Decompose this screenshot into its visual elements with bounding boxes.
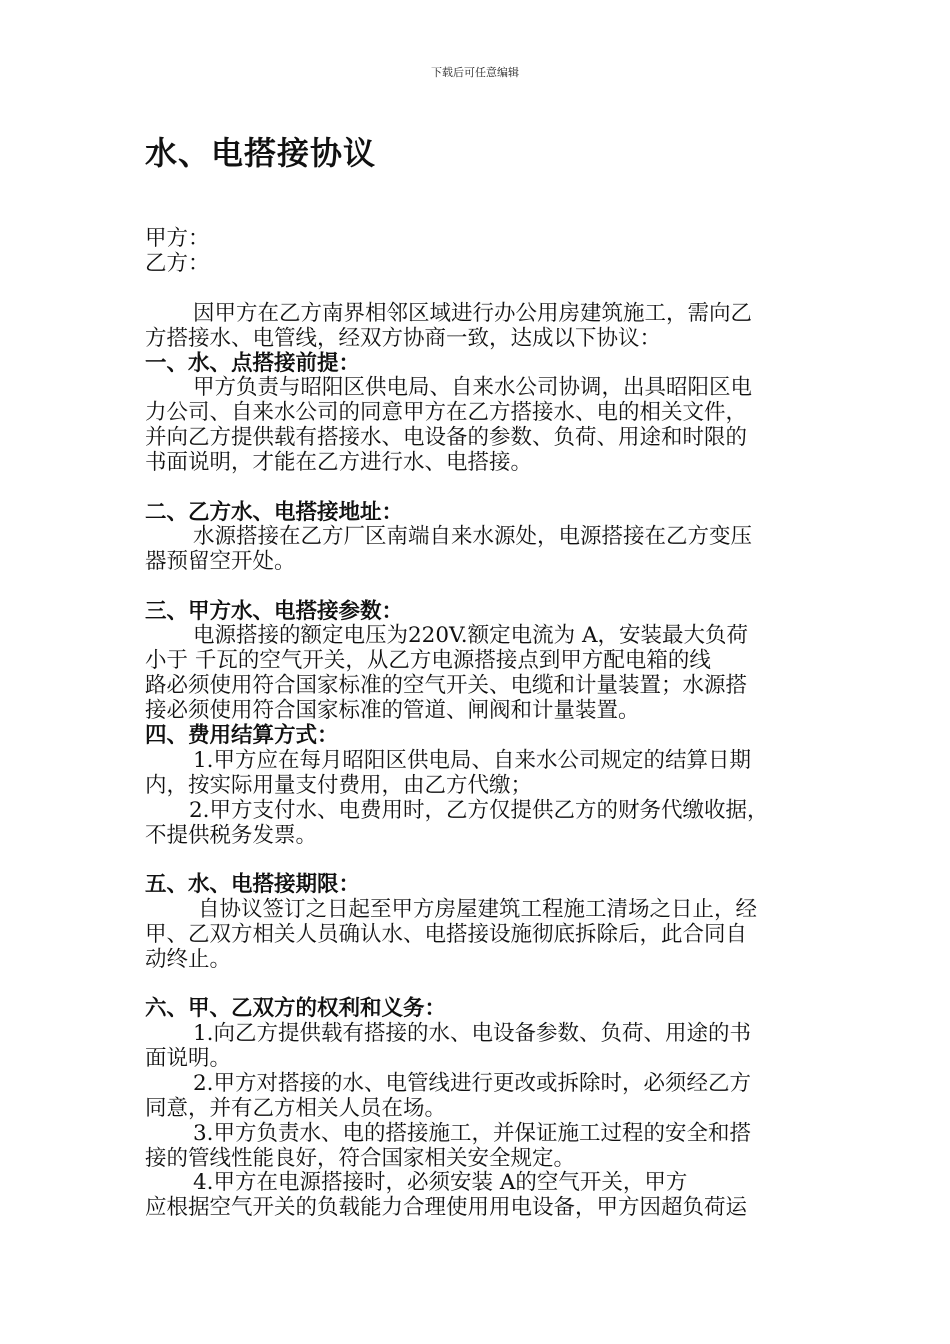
section-line: 书面说明，才能在乙方进行水、电搭接。 xyxy=(145,450,533,475)
section-line: 2.甲方对搭接的水、电管线进行更改或拆除时，必须经乙方 xyxy=(193,1071,752,1096)
section-line: 路必须使用符合国家标准的空气开关、电缆和计量装置；水源搭 xyxy=(145,673,748,698)
section-line: 同意，并有乙方相关人员在场。 xyxy=(145,1096,447,1121)
section-line: 面说明。 xyxy=(145,1046,232,1071)
party-b-label: 乙方： xyxy=(145,251,210,276)
section-line: 接的管线性能良好，符合国家相关安全规定。 xyxy=(145,1146,576,1171)
section-line: 1.向乙方提供载有搭接的水、电设备参数、负荷、用途的书 xyxy=(193,1021,752,1046)
section-line: 应根据空气开关的负载能力合理使用用电设备，甲方因超负荷运 xyxy=(145,1195,748,1220)
section-line: 2.甲方支付水、电费用时，乙方仅提供乙方的财务代缴收据， xyxy=(189,798,769,823)
section-line: 器预留空开处。 xyxy=(145,549,296,574)
section-line: 力公司、自来水公司的同意甲方在乙方搭接水、电的相关文件， xyxy=(145,400,748,425)
section-heading: 一、水、点搭接前提： xyxy=(145,351,361,376)
intro-line: 方搭接水、电管线，经双方协商一致，达成以下协议： xyxy=(145,326,662,351)
section-line: 4.甲方在电源搭接时，必须安装 A的空气开关，甲方 xyxy=(193,1170,688,1195)
section-heading: 五、水、电搭接期限： xyxy=(145,872,361,897)
party-a-label: 甲方： xyxy=(145,226,210,251)
section-line: 1.甲方应在每月昭阳区供电局、自来水公司规定的结算日期 xyxy=(193,748,752,773)
section-line: 小于 千瓦的空气开关，从乙方电源搭接点到甲方配电箱的线 xyxy=(145,648,711,673)
section-line: 甲、乙双方相关人员确认水、电搭接设施彻底拆除后，此合同自 xyxy=(145,922,748,947)
section-line: 不提供税务发票。 xyxy=(145,823,318,848)
section-line: 内，按实际用量支付费用，由乙方代缴； xyxy=(145,773,533,798)
section-heading: 三、甲方水、电搭接参数： xyxy=(145,599,404,624)
section-line: 自协议签订之日起至甲方房屋建筑工程施工清场之日止，经 xyxy=(198,897,758,922)
section-line: 电源搭接的额定电压为220V.额定电流为 A，安装最大负荷 xyxy=(193,623,749,648)
section-line: 水源搭接在乙方厂区南端自来水源处，电源搭接在乙方变压 xyxy=(193,524,753,549)
section-heading: 六、甲、乙双方的权利和义务： xyxy=(145,996,447,1021)
section-heading: 二、乙方水、电搭接地址： xyxy=(145,500,404,525)
section-line: 动终止。 xyxy=(145,947,232,972)
intro-line: 因甲方在乙方南界相邻区域进行办公用房建筑施工，需向乙 xyxy=(193,301,753,326)
section-line: 3.甲方负责水、电的搭接施工，并保证施工过程的安全和搭 xyxy=(193,1121,752,1146)
document-title: 水、电搭接协议 xyxy=(145,134,377,172)
section-heading: 四、费用结算方式： xyxy=(145,723,339,748)
page-header: 下载后可任意编辑 xyxy=(431,66,519,79)
section-line: 甲方负责与昭阳区供电局、自来水公司协调，出具昭阳区电 xyxy=(193,375,753,400)
section-line: 接必须使用符合国家标准的管道、闸阀和计量装置。 xyxy=(145,698,640,723)
section-line: 并向乙方提供载有搭接水、电设备的参数、负荷、用途和时限的 xyxy=(145,425,748,450)
